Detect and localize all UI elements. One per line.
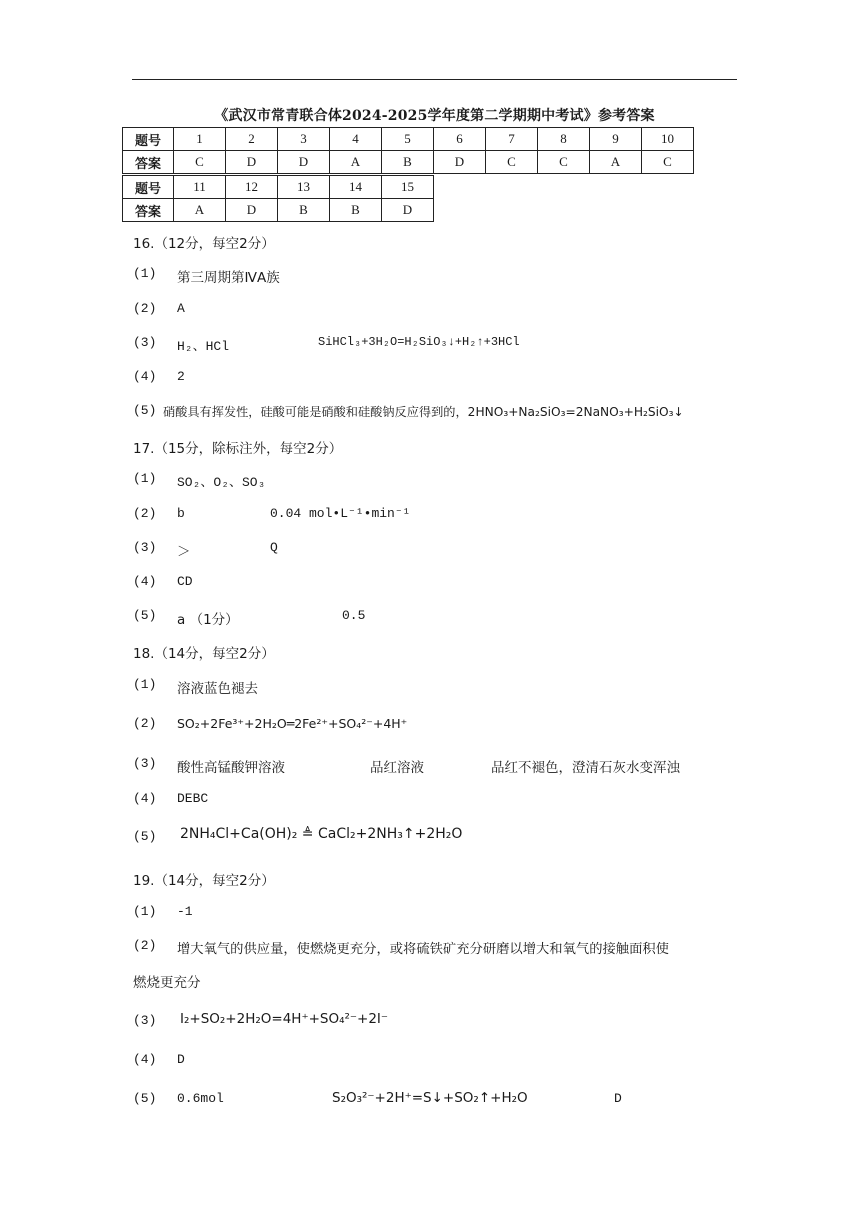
q19-a1: -1 <box>177 904 193 919</box>
table-cell: B <box>278 199 330 222</box>
q17-a5b: 0.5 <box>342 608 366 623</box>
q17-n4: (4) <box>133 574 157 589</box>
table-cell: 14 <box>330 176 382 199</box>
table-row <box>123 151 694 174</box>
q18-n1: (1) <box>133 677 157 692</box>
q18-n4: (4) <box>133 791 157 806</box>
table-row <box>123 176 434 199</box>
table-cell: 12 <box>226 176 278 199</box>
q18-a1: 溶液蓝色褪去 <box>177 681 258 697</box>
page-title: 《武汉市常青联合体2024-2025学年度第二学期期中考试》参考答案 <box>214 108 655 124</box>
q19-a2a: 增大氧气的供应量，使燃烧更充分，或将硫铁矿充分研磨以增大和氧气的接触面积使 <box>177 942 669 957</box>
q19-a4: D <box>177 1052 185 1067</box>
table-cell: C <box>538 151 590 174</box>
table-cell: B <box>382 151 434 174</box>
q18-a4: DEBC <box>177 791 209 806</box>
q17-a3b: Q <box>270 540 278 555</box>
q17-a3a: ＞ <box>177 544 191 560</box>
table-row <box>123 199 434 222</box>
q16-a3b: SiHCl₃+3H₂O=H₂SiO₃↓+H₂↑+3HCl <box>318 335 520 349</box>
q17-header: 17.（15分，除标注外，每空2分） <box>133 441 343 457</box>
table-row <box>123 128 694 151</box>
q17-a5a: a （1分） <box>177 612 239 628</box>
q17-n5: (5) <box>133 608 157 623</box>
q16-a1: 第三周期第ⅣA族 <box>177 270 280 286</box>
table-cell: B <box>330 199 382 222</box>
table-cell: 6 <box>434 128 486 151</box>
table-cell: D <box>382 199 434 222</box>
q19-n4: (4) <box>133 1052 157 1067</box>
table-cell: 11 <box>174 176 226 199</box>
header-rule <box>132 79 737 80</box>
table-cell: 10 <box>642 128 694 151</box>
table-cell: 13 <box>278 176 330 199</box>
q17-a2a: b <box>177 506 185 521</box>
q18-n2: (2) <box>133 716 157 731</box>
q17-n1: (1) <box>133 471 157 486</box>
q18-header: 18.（14分，每空2分） <box>133 646 275 662</box>
table-cell: A <box>174 199 226 222</box>
table-cell: C <box>486 151 538 174</box>
table-cell: 8 <box>538 128 590 151</box>
answer-table-1 <box>122 127 694 174</box>
table-cell: 4 <box>330 128 382 151</box>
q17-a4: CD <box>177 574 193 589</box>
row-label: 答案 <box>123 199 174 222</box>
q18-a3c: 品红不褪色，澄清石灰水变浑浊 <box>491 760 680 776</box>
q19-n1: (1) <box>133 904 157 919</box>
table-cell: D <box>434 151 486 174</box>
table-cell: 7 <box>486 128 538 151</box>
table-cell: 9 <box>590 128 642 151</box>
table-cell: A <box>590 151 642 174</box>
q18-n3: (3) <box>133 756 157 771</box>
q19-n2: (2) <box>133 938 157 953</box>
q17-a2b: 0.04 mol•L⁻¹•min⁻¹ <box>270 506 411 521</box>
row-label: 答案 <box>123 151 174 174</box>
table-cell: A <box>330 151 382 174</box>
row-label: 题号 <box>123 176 174 199</box>
table-cell: D <box>226 199 278 222</box>
q18-a2: SO₂+2Fe³⁺+2H₂O═2Fe²⁺+SO₄²⁻+4H⁺ <box>177 716 408 731</box>
q17-a1: SO₂、O₂、SO₃ <box>177 475 266 490</box>
q16-a2: A <box>177 301 185 316</box>
q16-n4: (4) <box>133 369 157 384</box>
table-cell: 3 <box>278 128 330 151</box>
q16-n5: (5) <box>133 403 157 418</box>
q19-a5b: S₂O₃²⁻+2H⁺=S↓+SO₂↑+H₂O <box>332 1090 528 1106</box>
q19-a2b: 燃烧更充分 <box>133 975 201 991</box>
table-cell: D <box>278 151 330 174</box>
table-cell: C <box>174 151 226 174</box>
q17-n2: (2) <box>133 506 157 521</box>
q19-a3: I₂+SO₂+2H₂O=4H⁺+SO₄²⁻+2I⁻ <box>180 1011 389 1027</box>
q19-n5: (5) <box>133 1091 157 1106</box>
answer-table-2 <box>122 175 434 222</box>
q19-a5a: 0.6mol <box>177 1091 224 1106</box>
q19-n3: (3) <box>133 1013 157 1028</box>
q16-n1: (1) <box>133 266 157 281</box>
q16-n2: (2) <box>133 301 157 316</box>
table-cell: 1 <box>174 128 226 151</box>
table-cell: C <box>642 151 694 174</box>
q19-header: 19.（14分，每空2分） <box>133 873 275 889</box>
q18-a3b: 品红溶液 <box>370 760 424 776</box>
row-label: 题号 <box>123 128 174 151</box>
q16-a3a: H₂、HCl <box>177 339 230 354</box>
q18-a3a: 酸性高锰酸钾溶液 <box>177 760 285 776</box>
q16-a4: 2 <box>177 369 185 384</box>
q16-a5: 硝酸具有挥发性，硅酸可能是硝酸和硅酸钠反应得到的，2HNO₃+Na₂SiO₃=2NaNO₃+H₂SiO₃↓ <box>163 405 684 419</box>
table-cell: D <box>226 151 278 174</box>
table-cell: 15 <box>382 176 434 199</box>
table-cell: 2 <box>226 128 278 151</box>
q16-header: 16.（12分，每空2分） <box>133 236 275 252</box>
q18-n5: (5) <box>133 829 157 844</box>
q17-n3: (3) <box>133 540 157 555</box>
table-cell: 5 <box>382 128 434 151</box>
q16-n3: (3) <box>133 335 157 350</box>
q18-a5: 2NH₄Cl+Ca(OH)₂ ≜ CaCl₂+2NH₃↑+2H₂O <box>180 826 463 842</box>
q19-a5c: D <box>614 1091 622 1106</box>
